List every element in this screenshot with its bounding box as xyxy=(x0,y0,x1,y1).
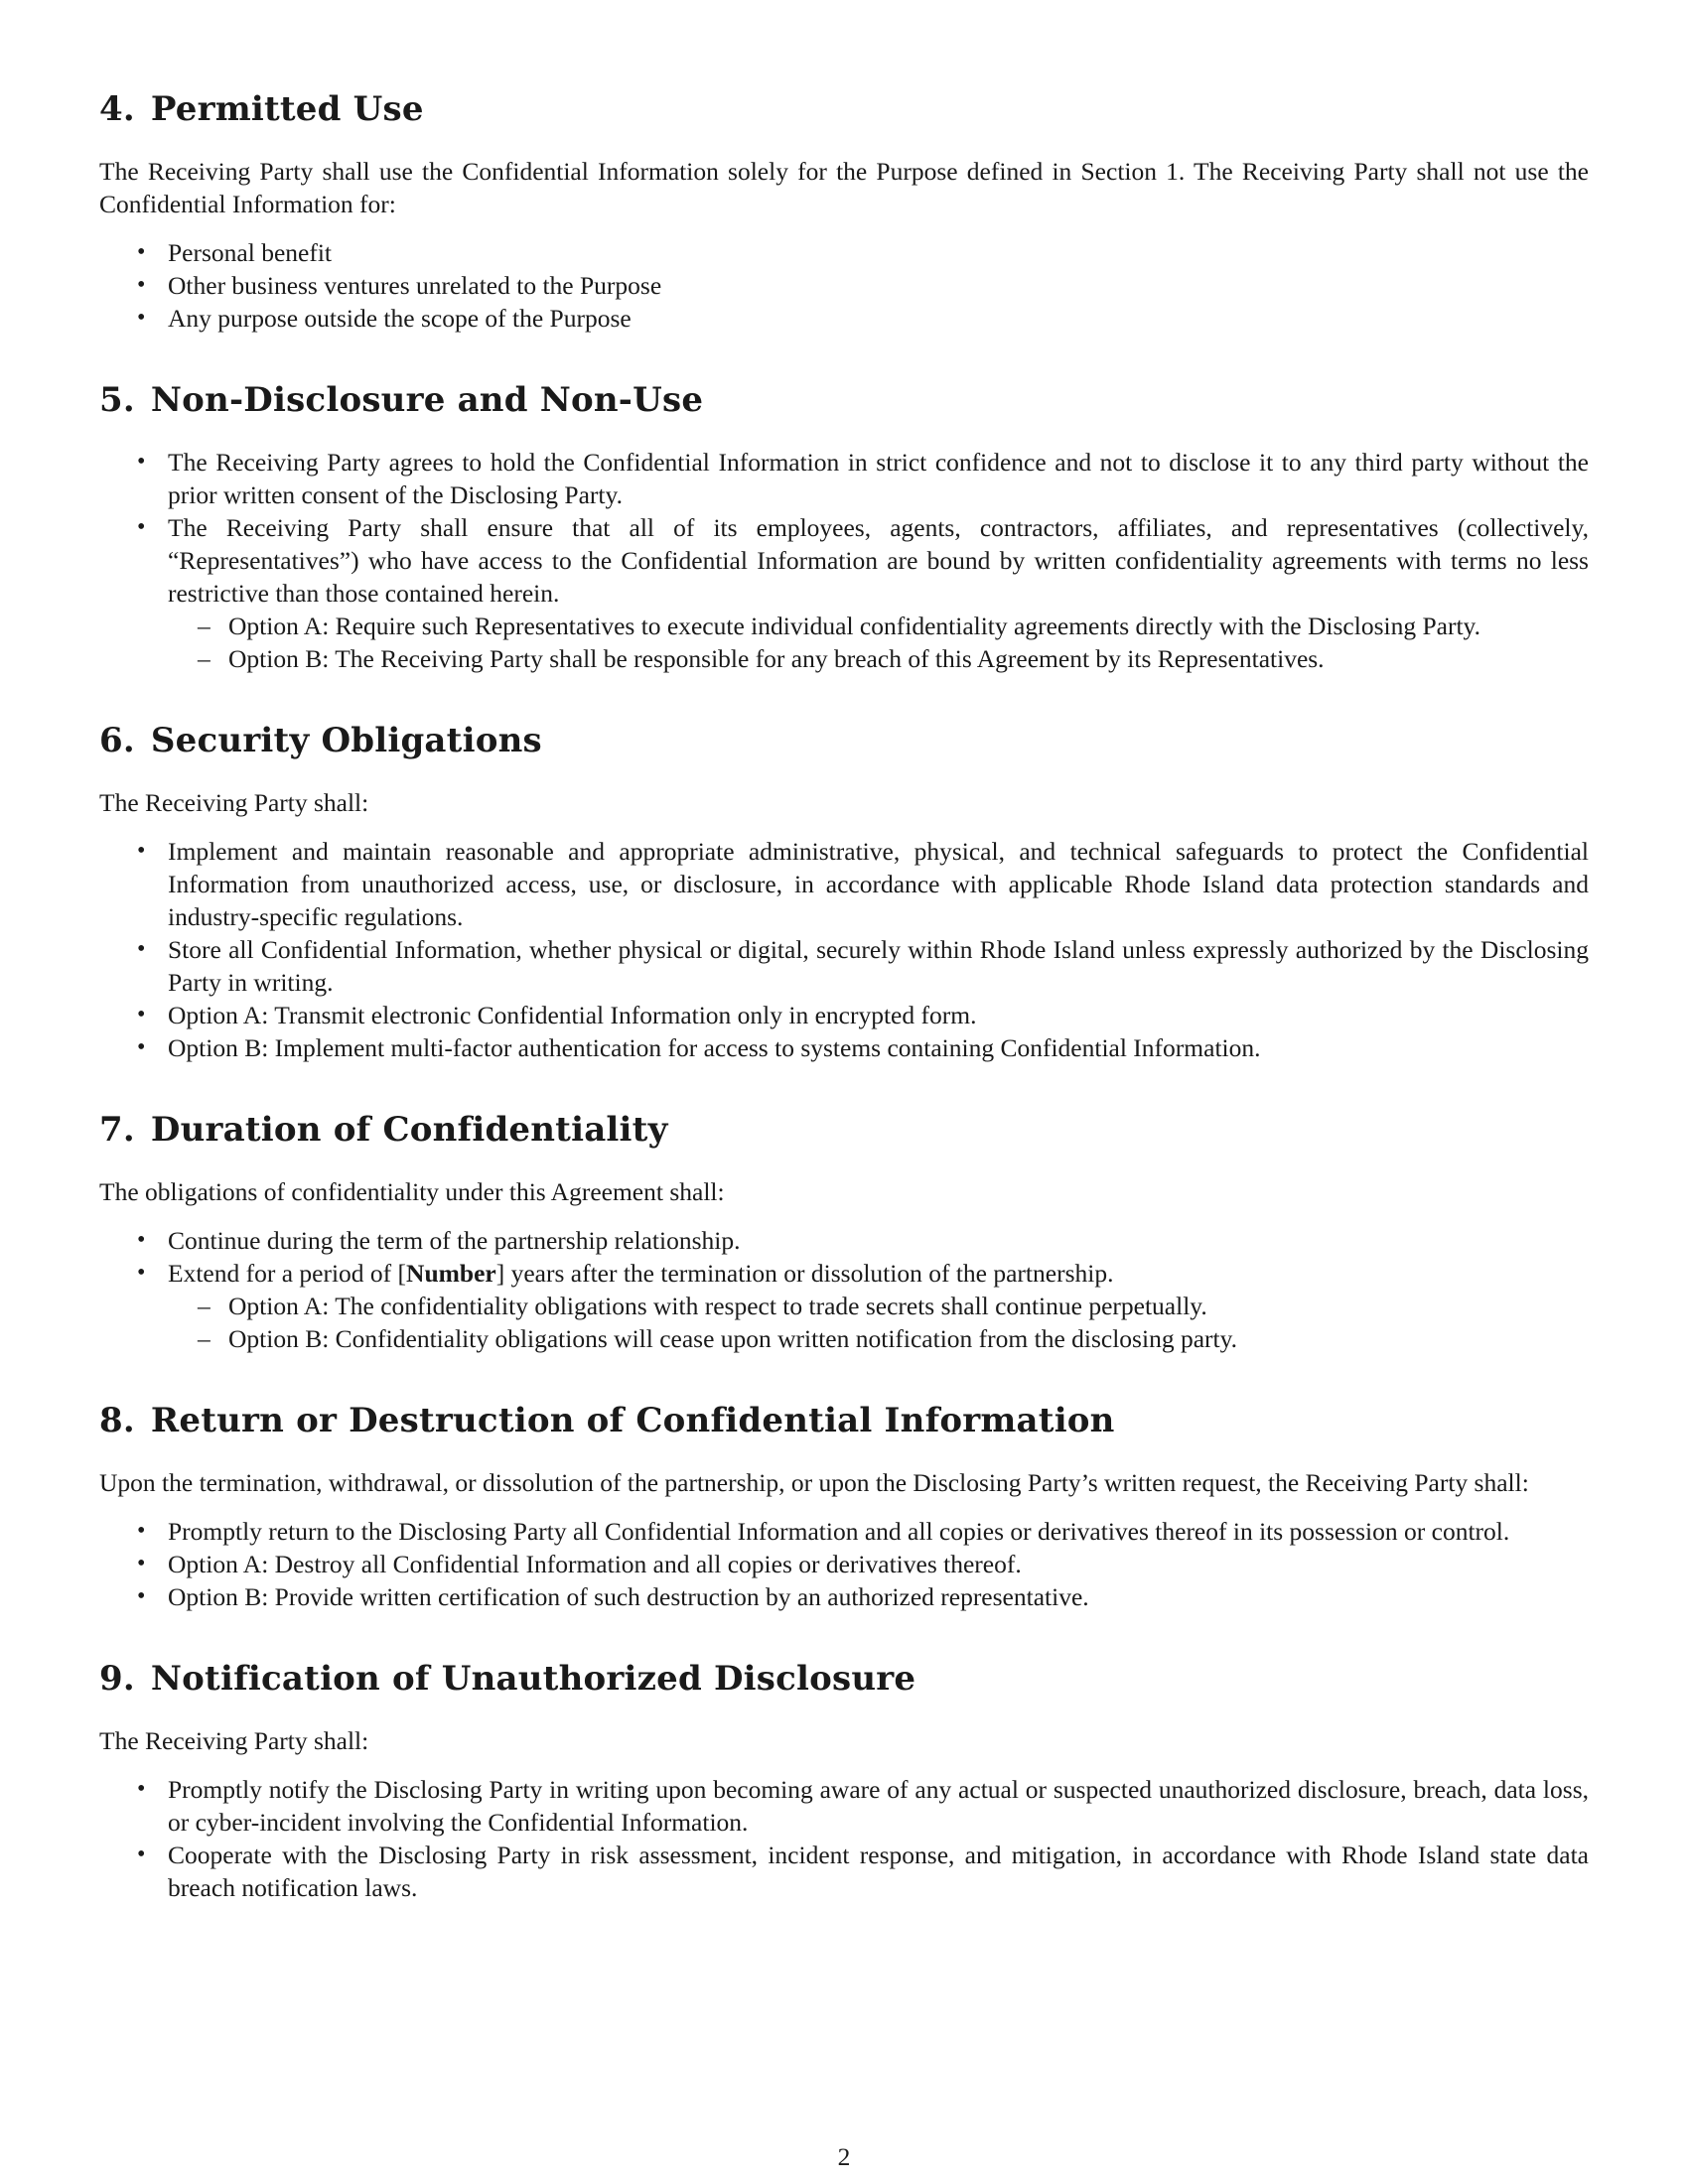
list-item: • Any purpose outside the scope of the Purpose xyxy=(99,302,1589,335)
list-item xyxy=(99,1257,1589,1355)
section-return-destruction xyxy=(99,1399,1589,1613)
list-item: • Cooperate with the Disclosing Party in risk assessment, incident response, and mitigation, in accordance with Rhode Island state data breach notification laws. xyxy=(99,1839,1589,1904)
list-item: • Implement and maintain reasonable and appropriate administrative, physical, and technical safeguards to protect the Confidential Information from unauthorized access, use, or disclosure, in accordance with applicable Rhode Island data protection standards and industry-specific regulations. xyxy=(99,835,1589,933)
section-duration xyxy=(99,1108,1589,1355)
sub-list-item: – Option B: The Receiving Party shall be responsible for any breach of this Agreement by its Representatives. xyxy=(168,642,1589,675)
bullet-list xyxy=(99,1224,1589,1355)
list-item: • The Receiving Party agrees to hold the Confidential Information in strict confidence and not to disclose it to any third party without the prior written consent of the Disclosing Party. xyxy=(99,446,1589,511)
section-heading xyxy=(99,378,1589,422)
list-item: • Option A: Destroy all Confidential Information and all copies or derivatives thereof. xyxy=(99,1548,1589,1580)
list-item: • Promptly notify the Disclosing Party in writing upon becoming aware of any actual or suspected unauthorized disclosure, breach, data loss, or cyber-incident involving the Confidential Information. xyxy=(99,1773,1589,1839)
list-item xyxy=(99,511,1589,675)
section-title: Security Obligations xyxy=(150,721,542,760)
sub-list xyxy=(168,1290,1589,1355)
section-number: 7. xyxy=(99,1110,135,1150)
bullet-list xyxy=(99,236,1589,335)
list-item: • Continue during the term of the partnership relationship. xyxy=(99,1224,1589,1257)
section-number: 5. xyxy=(99,380,135,420)
bullet-list xyxy=(99,1773,1589,1904)
section-number: 9. xyxy=(99,1659,135,1699)
list-item: • Other business ventures unrelated to the Purpose xyxy=(99,269,1589,302)
bullet-list xyxy=(99,446,1589,675)
page-number: 2 xyxy=(837,2142,851,2171)
list-item: • Option A: Transmit electronic Confidential Information only in encrypted form. xyxy=(99,999,1589,1031)
section-heading xyxy=(99,87,1589,131)
list-item-text-post: ] years after the termination or dissolution of the partnership. xyxy=(495,1259,1114,1288)
section-title: Return or Destruction of Confidential Information xyxy=(150,1401,1115,1440)
section-heading xyxy=(99,1657,1589,1701)
section-title: Duration of Confidentiality xyxy=(150,1110,668,1150)
section-number: 8. xyxy=(99,1401,135,1440)
section-intro: The Receiving Party shall: xyxy=(99,1726,369,1755)
document-page xyxy=(99,87,1589,1948)
section-non-disclosure xyxy=(99,378,1589,675)
section-intro: The Receiving Party shall: xyxy=(99,788,369,817)
section-title: Notification of Unauthorized Disclosure xyxy=(150,1659,916,1699)
section-intro: Upon the termination, withdrawal, or dissolution of the partnership, or upon the Disclosing Party’s written request, the Receiving Party shall: xyxy=(99,1468,1529,1497)
section-security-obligations xyxy=(99,719,1589,1064)
list-item-text-pre: Extend for a period of [ xyxy=(168,1259,407,1288)
section-heading xyxy=(99,1108,1589,1152)
section-heading xyxy=(99,1399,1589,1442)
section-permitted-use xyxy=(99,87,1589,335)
section-intro: The Receiving Party shall use the Confidential Information solely for the Purpose defined in Section 1. The Receiving Party shall not use the Confidential Information for: xyxy=(99,157,1589,218)
list-item: • Store all Confidential Information, whether physical or digital, securely within Rhode Island unless expressly authorized by the Disclosing Party in writing. xyxy=(99,933,1589,999)
sub-list-item: – Option B: Confidentiality obligations will cease upon written notification from the disclosing party. xyxy=(168,1322,1589,1355)
number-placeholder: Number xyxy=(406,1259,496,1288)
list-item: • Option B: Implement multi-factor authentication for access to systems containing Confidential Information. xyxy=(99,1031,1589,1064)
list-item: • Option B: Provide written certification of such destruction by an authorized representative. xyxy=(99,1580,1589,1613)
section-heading xyxy=(99,719,1589,762)
list-item: • Promptly return to the Disclosing Party all Confidential Information and all copies or derivatives thereof in its possession or control. xyxy=(99,1515,1589,1548)
sub-list-item: – Option A: The confidentiality obligations with respect to trade secrets shall continue perpetually. xyxy=(168,1290,1589,1322)
section-title: Non-Disclosure and Non-Use xyxy=(150,380,704,420)
bullet-list xyxy=(99,835,1589,1064)
section-intro: The obligations of confidentiality under this Agreement shall: xyxy=(99,1177,725,1206)
list-item-text: The Receiving Party shall ensure that all of its employees, agents, contractors, affiliates, and representatives (collectively, “Representatives”) who have access to the Confidential Information are bound by written confidentiality agreements with terms no less restrictive than those contained herein. xyxy=(168,513,1589,608)
sub-list xyxy=(168,610,1589,675)
section-notification xyxy=(99,1657,1589,1904)
bullet-list xyxy=(99,1515,1589,1613)
section-number: 6. xyxy=(99,721,135,760)
section-title: Permitted Use xyxy=(150,89,424,129)
section-number: 4. xyxy=(99,89,135,129)
list-item: • Personal benefit xyxy=(99,236,1589,269)
sub-list-item: – Option A: Require such Representatives to execute individual confidentiality agreements directly with the Disclosing Party. xyxy=(168,610,1589,642)
